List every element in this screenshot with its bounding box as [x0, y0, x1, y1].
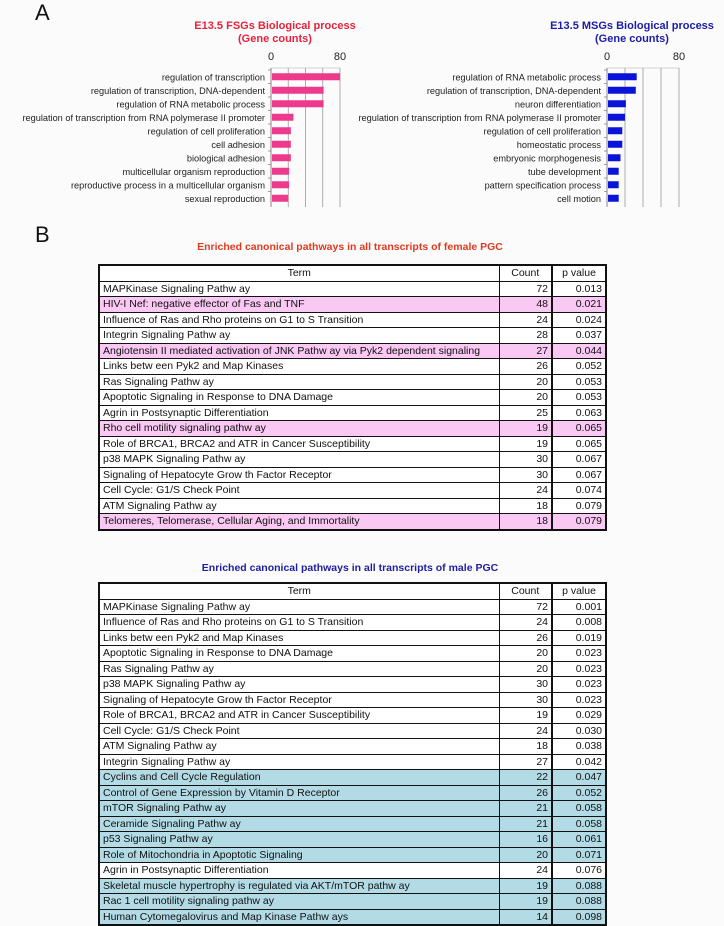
fsg-xtick-label: 0	[267, 51, 275, 63]
fsg-bar-chart	[0, 48, 362, 213]
msg-chart-title	[540, 20, 724, 46]
row-term: Signaling of Hepatocyte Grow th Factor Receptor	[99, 467, 499, 483]
msg-category-label: cell motion	[557, 193, 601, 204]
table-row	[99, 739, 606, 755]
male-pathways-table	[98, 582, 607, 926]
row-count: 19	[499, 894, 552, 910]
table-row	[99, 281, 606, 297]
row-count: 20	[499, 374, 552, 390]
fsg-bar	[272, 141, 291, 148]
table-row	[99, 328, 606, 344]
row-count: 26	[499, 359, 552, 375]
table-row	[99, 816, 606, 832]
msg-category-label: neuron differentiation	[514, 99, 601, 110]
table-row	[99, 498, 606, 514]
row-term: MAPKinase Signaling Pathw ay	[99, 281, 499, 297]
row-p-value: 0.058	[552, 816, 606, 832]
msg-bar	[608, 114, 625, 121]
fsg-bar	[272, 181, 289, 188]
row-term: Integrin Signaling Pathw ay	[99, 328, 499, 344]
header-p-value: p value	[552, 265, 606, 281]
table-row	[99, 514, 606, 530]
row-count: 20	[499, 847, 552, 863]
row-p-value: 0.030	[552, 723, 606, 739]
fsg-chart-subtitle: (Gene counts)	[238, 33, 312, 45]
table-row	[99, 863, 606, 879]
table-row	[99, 754, 606, 770]
header-term: Term	[99, 583, 499, 599]
row-term: mTOR Signaling Pathw ay	[99, 801, 499, 817]
header-term: Term	[99, 265, 499, 281]
msg-bar	[608, 154, 621, 161]
table-row	[99, 359, 606, 375]
row-term: HIV-I Nef: negative effector of Fas and TNF	[99, 297, 499, 313]
row-term: p38 MAPK Signaling Pathw ay	[99, 677, 499, 693]
row-p-value: 0.037	[552, 328, 606, 344]
row-term: Influence of Ras and Rho proteins on G1 to S Transition	[99, 312, 499, 328]
msg-category-label: pattern specification process	[484, 180, 601, 191]
row-count: 19	[499, 421, 552, 437]
row-term: Cell Cycle: G1/S Check Point	[99, 483, 499, 499]
row-p-value: 0.076	[552, 863, 606, 879]
table-row	[99, 785, 606, 801]
row-count: 20	[499, 646, 552, 662]
row-p-value: 0.088	[552, 894, 606, 910]
table-row	[99, 390, 606, 406]
row-count: 19	[499, 708, 552, 724]
row-term: Human Cytomegalovirus and Map Kinase Pathw ays	[99, 909, 499, 925]
row-count: 72	[499, 599, 552, 615]
row-p-value: 0.044	[552, 343, 606, 359]
row-count: 30	[499, 692, 552, 708]
header-count: Count	[499, 583, 552, 599]
fsg-bar	[272, 114, 293, 121]
table-row	[99, 894, 606, 910]
row-term: Skeletal muscle hypertrophy is regulated via AKT/mTOR pathw ay	[99, 878, 499, 894]
fsg-category-label: reproductive process in a multicellular organism	[70, 180, 265, 191]
row-count: 19	[499, 878, 552, 894]
row-term: Control of Gene Expression by Vitamin D Receptor	[99, 785, 499, 801]
table-header-row	[99, 583, 606, 599]
fsg-category-label: regulation of cell proliferation	[147, 126, 265, 137]
table-row	[99, 630, 606, 646]
msg-category-label: homeostatic process	[516, 139, 601, 150]
table-row	[99, 374, 606, 390]
row-p-value: 0.065	[552, 436, 606, 452]
row-term: Angiotensin II mediated activation of JNK Pathw ay via Pyk2 dependent signaling	[99, 343, 499, 359]
row-count: 28	[499, 328, 552, 344]
table-row	[99, 723, 606, 739]
table-row	[99, 692, 606, 708]
row-p-value: 0.067	[552, 467, 606, 483]
row-p-value: 0.063	[552, 405, 606, 421]
row-count: 16	[499, 832, 552, 848]
table-row	[99, 297, 606, 313]
msg-category-label: regulation of cell proliferation	[483, 126, 601, 137]
row-term: Apoptotic Signaling in Response to DNA Damage	[99, 646, 499, 662]
row-term: Ras Signaling Pathw ay	[99, 661, 499, 677]
row-p-value: 0.052	[552, 359, 606, 375]
row-p-value: 0.061	[552, 832, 606, 848]
row-count: 27	[499, 754, 552, 770]
row-term: Ras Signaling Pathw ay	[99, 374, 499, 390]
row-count: 20	[499, 661, 552, 677]
msg-bar	[608, 127, 622, 134]
row-p-value: 0.098	[552, 909, 606, 925]
fsg-chart-title	[180, 20, 370, 46]
row-term: Influence of Ras and Rho proteins on G1 to S Transition	[99, 615, 499, 631]
row-count: 24	[499, 723, 552, 739]
table-header-row	[99, 265, 606, 281]
row-p-value: 0.088	[552, 878, 606, 894]
row-count: 18	[499, 498, 552, 514]
table-row	[99, 801, 606, 817]
row-term: Apoptotic Signaling in Response to DNA Damage	[99, 390, 499, 406]
table-row	[99, 343, 606, 359]
table-row	[99, 452, 606, 468]
row-p-value: 0.001	[552, 599, 606, 615]
panel-a-label: A	[35, 0, 50, 25]
table-row	[99, 878, 606, 894]
table-row	[99, 483, 606, 499]
table-row	[99, 467, 606, 483]
row-count: 21	[499, 816, 552, 832]
row-term: Cyclins and Cell Cycle Regulation	[99, 770, 499, 786]
fsg-bar	[272, 154, 291, 161]
row-p-value: 0.023	[552, 646, 606, 662]
fsg-category-label: regulation of transcription	[161, 72, 265, 83]
row-p-value: 0.079	[552, 498, 606, 514]
fsg-category-label: sexual reproduction	[184, 193, 265, 204]
table-row	[99, 436, 606, 452]
row-term: Links betw een Pyk2 and Map Kinases	[99, 630, 499, 646]
row-p-value: 0.053	[552, 390, 606, 406]
msg-bar	[608, 100, 626, 107]
table-row	[99, 615, 606, 631]
fsg-category-label: regulation of transcription, DNA-dependent	[90, 85, 265, 96]
msg-bar	[608, 87, 636, 94]
row-p-value: 0.038	[552, 739, 606, 755]
female-pathways-table	[98, 264, 607, 531]
msg-bar	[608, 181, 619, 188]
row-term: Role of Mitochondria in Apoptotic Signaling	[99, 847, 499, 863]
row-term: Links betw een Pyk2 and Map Kinases	[99, 359, 499, 375]
table-row	[99, 847, 606, 863]
fsg-bar	[272, 195, 288, 202]
row-term: ATM Signaling Pathw ay	[99, 739, 499, 755]
fsg-xtick-label: 80	[333, 51, 347, 63]
row-count: 22	[499, 770, 552, 786]
row-p-value: 0.024	[552, 312, 606, 328]
row-p-value: 0.067	[552, 452, 606, 468]
row-count: 24	[499, 483, 552, 499]
row-count: 26	[499, 630, 552, 646]
male-table-title: Enriched canonical pathways in all transcripts of male PGC	[201, 562, 499, 574]
fsg-bar	[272, 127, 291, 134]
row-count: 30	[499, 677, 552, 693]
row-term: Cell Cycle: G1/S Check Point	[99, 723, 499, 739]
row-term: Agrin in Postsynaptic Differentiation	[99, 405, 499, 421]
row-count: 14	[499, 909, 552, 925]
panel-b-label: B	[35, 222, 50, 247]
msg-chart-title-main: E13.5 MSGs Biological process	[550, 20, 714, 32]
msg-category-label: regulation of transcription from RNA polymerase II promoter	[358, 112, 601, 123]
fsg-category-label: cell adhesion	[211, 139, 265, 150]
fsg-category-label: biological adhesion	[186, 153, 265, 164]
fsg-bar	[272, 73, 340, 80]
row-count: 18	[499, 739, 552, 755]
msg-xtick-label: 0	[603, 51, 611, 63]
row-p-value: 0.052	[552, 785, 606, 801]
row-p-value: 0.019	[552, 630, 606, 646]
row-term: MAPKinase Signaling Pathw ay	[99, 599, 499, 615]
row-term: Ceramide Signaling Pathw ay	[99, 816, 499, 832]
row-count: 20	[499, 390, 552, 406]
table-row	[99, 646, 606, 662]
table-row	[99, 677, 606, 693]
row-count: 26	[499, 785, 552, 801]
row-p-value: 0.042	[552, 754, 606, 770]
fsg-bar	[272, 168, 289, 175]
row-p-value: 0.008	[552, 615, 606, 631]
row-count: 25	[499, 405, 552, 421]
header-count: Count	[499, 265, 552, 281]
msg-category-label: embryonic morphogenesis	[493, 153, 601, 164]
table-row	[99, 312, 606, 328]
msg-category-label: regulation of transcription, DNA-dependent	[426, 85, 601, 96]
row-p-value: 0.029	[552, 708, 606, 724]
table-row	[99, 708, 606, 724]
msg-category-label: tube development	[527, 166, 601, 177]
row-term: Rac 1 cell motility signaling pathw ay	[99, 894, 499, 910]
msg-bar	[608, 141, 622, 148]
fsg-chart-title-main: E13.5 FSGs Biological process	[194, 20, 356, 32]
row-count: 27	[499, 343, 552, 359]
row-term: Rho cell motility signaling pathw ay	[99, 421, 499, 437]
row-p-value: 0.047	[552, 770, 606, 786]
row-count: 21	[499, 801, 552, 817]
fsg-category-label: regulation of transcription from RNA polymerase II promoter	[22, 112, 265, 123]
row-p-value: 0.013	[552, 281, 606, 297]
row-term: Signaling of Hepatocyte Grow th Factor Receptor	[99, 692, 499, 708]
table-row	[99, 405, 606, 421]
row-p-value: 0.058	[552, 801, 606, 817]
table-row	[99, 421, 606, 437]
msg-category-label: regulation of RNA metabolic process	[452, 72, 601, 83]
row-count: 24	[499, 312, 552, 328]
header-p-value: p value	[552, 583, 606, 599]
fsg-category-label: regulation of RNA metabolic process	[116, 99, 265, 110]
row-term: Role of BRCA1, BRCA2 and ATR in Cancer Susceptibility	[99, 708, 499, 724]
row-count: 48	[499, 297, 552, 313]
row-count: 24	[499, 863, 552, 879]
row-count: 19	[499, 436, 552, 452]
msg-bar-chart	[340, 48, 724, 213]
row-term: p38 MAPK Signaling Pathw ay	[99, 452, 499, 468]
row-count: 30	[499, 452, 552, 468]
row-count: 30	[499, 467, 552, 483]
msg-xtick-label: 80	[672, 51, 686, 63]
female-table-title: Enriched canonical pathways in all transcripts of female PGC	[197, 241, 503, 253]
row-p-value: 0.021	[552, 297, 606, 313]
row-p-value: 0.071	[552, 847, 606, 863]
msg-bar	[608, 195, 619, 202]
table-row	[99, 909, 606, 925]
row-count: 24	[499, 615, 552, 631]
row-p-value: 0.023	[552, 661, 606, 677]
row-term: ATM Signaling Pathw ay	[99, 498, 499, 514]
row-p-value: 0.053	[552, 374, 606, 390]
table-row	[99, 661, 606, 677]
row-count: 18	[499, 514, 552, 530]
row-p-value: 0.074	[552, 483, 606, 499]
row-term: p53 Signaling Pathw ay	[99, 832, 499, 848]
table-row	[99, 770, 606, 786]
row-term: Role of BRCA1, BRCA2 and ATR in Cancer Susceptibility	[99, 436, 499, 452]
row-term: Integrin Signaling Pathw ay	[99, 754, 499, 770]
row-term: Agrin in Postsynaptic Differentiation	[99, 863, 499, 879]
msg-bar	[608, 73, 637, 80]
row-p-value: 0.079	[552, 514, 606, 530]
row-p-value: 0.065	[552, 421, 606, 437]
row-term: Telomeres, Telomerase, Cellular Aging, and Immortality	[99, 514, 499, 530]
row-count: 72	[499, 281, 552, 297]
msg-bar	[608, 168, 619, 175]
row-p-value: 0.023	[552, 692, 606, 708]
fsg-bar	[272, 100, 324, 107]
row-p-value: 0.023	[552, 677, 606, 693]
fsg-bar	[272, 87, 324, 94]
table-row	[99, 599, 606, 615]
msg-chart-subtitle: (Gene counts)	[595, 33, 669, 45]
table-row	[99, 832, 606, 848]
fsg-category-label: multicellular organism reproduction	[122, 166, 265, 177]
